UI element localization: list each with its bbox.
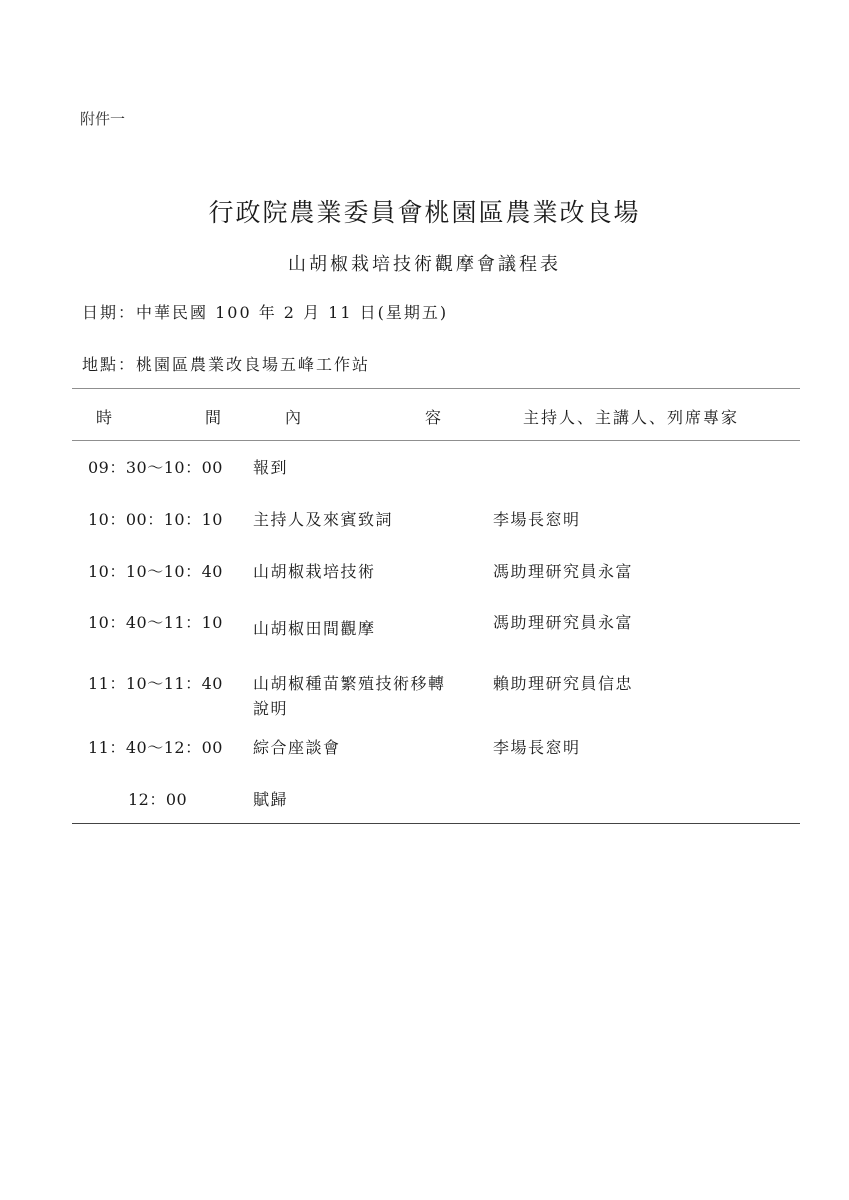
row-time: 10：40～11：10 <box>88 613 223 632</box>
row-content: 報到 <box>253 458 289 477</box>
row-time: 12：00 <box>128 790 188 809</box>
attachment-label: 附件一 <box>80 110 126 128</box>
row-time: 11：40～12：00 <box>88 738 223 757</box>
row-content: 賦歸 <box>253 790 289 809</box>
header-time-char2: 間 <box>205 408 224 427</box>
row-content: 綜合座談會 <box>253 738 341 757</box>
header-content-char1: 內 <box>285 408 304 427</box>
row-content: 山胡椒栽培技術 <box>253 562 376 581</box>
document-subtitle: 山胡椒栽培技術觀摩會議程表 <box>288 254 561 275</box>
row-content: 山胡椒種苗繁殖技術移轉 <box>253 674 446 693</box>
row-host: 賴助理研究員信忠 <box>493 674 634 693</box>
header-content-char2: 容 <box>425 408 444 427</box>
table-bottom-rule <box>72 823 800 824</box>
document-title: 行政院農業委員會桃園區農業改良場 <box>208 198 641 227</box>
row-host: 馮助理研究員永富 <box>493 613 634 632</box>
row-content: 山胡椒田間觀摩 <box>253 619 376 638</box>
row-content: 主持人及來賓致詞 <box>253 510 394 529</box>
row-host: 李場長窓明 <box>493 738 581 757</box>
row-time: 09：30～10：00 <box>88 458 223 477</box>
event-location: 地點：桃園區農業改良場五峰工作站 <box>82 355 371 374</box>
row-host: 馮助理研究員永富 <box>493 562 634 581</box>
header-time-char1: 時 <box>96 408 115 427</box>
event-date: 日期：中華民國 100 年 2 月 11 日(星期五) <box>82 303 449 322</box>
row-time: 10：10～10：40 <box>88 562 223 581</box>
header-host: 主持人、主講人、列席專家 <box>523 408 740 427</box>
table-top-rule <box>72 388 800 389</box>
row-content-line2: 說明 <box>253 699 289 718</box>
row-time: 10：00：10：10 <box>88 510 223 529</box>
table-header-rule <box>72 440 800 441</box>
row-host: 李場長窓明 <box>493 510 581 529</box>
row-time: 11：10～11：40 <box>88 674 223 693</box>
